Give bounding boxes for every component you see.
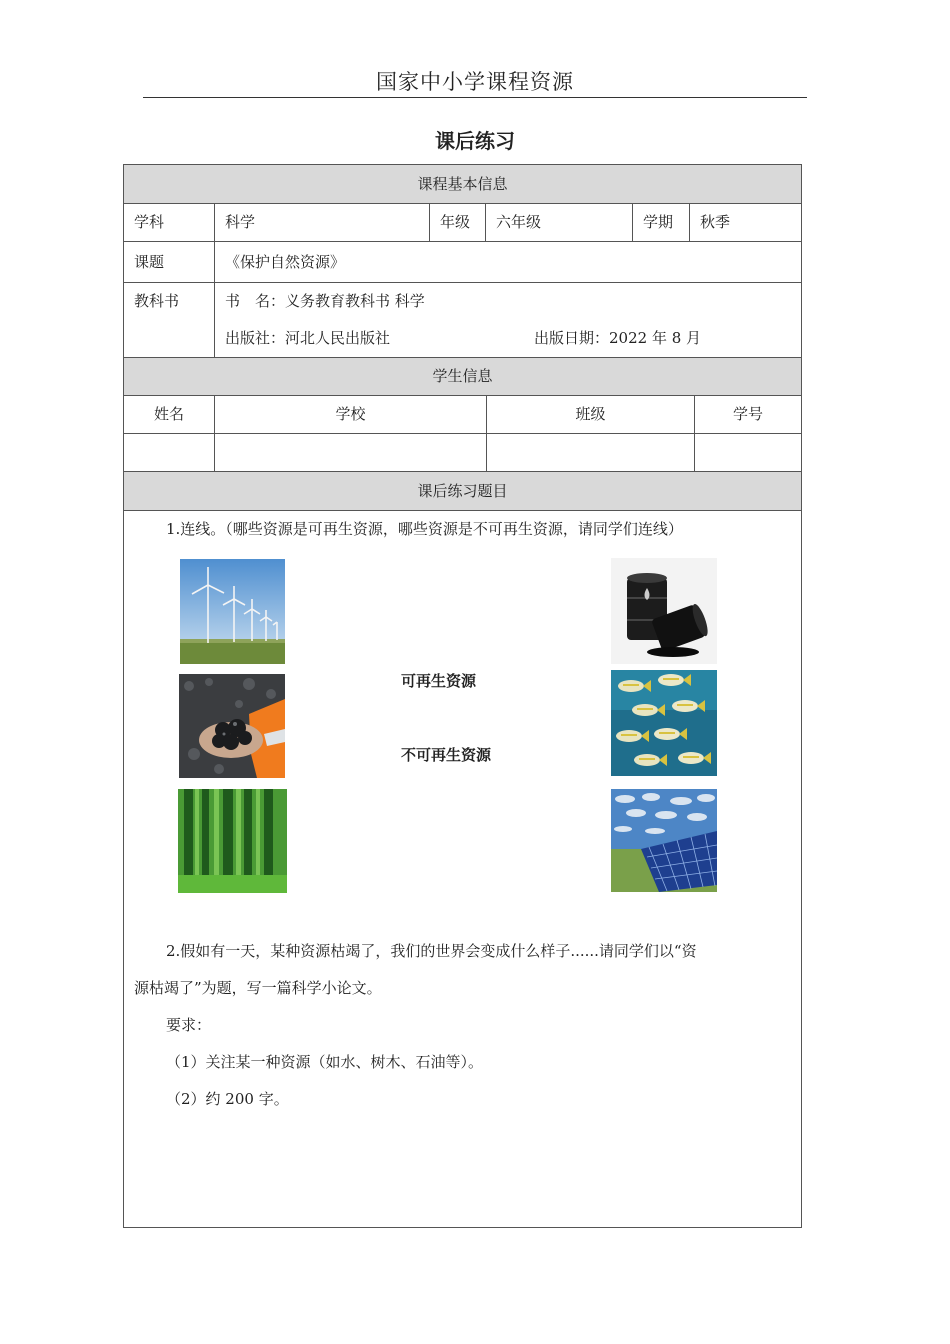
course-info-heading-text: 课程基本信息 <box>417 175 508 193</box>
header-rule <box>143 97 807 98</box>
grade-label: 年级 <box>429 204 485 241</box>
coal-in-hands-image <box>179 674 285 778</box>
textbook-label: 教科书 <box>134 292 180 310</box>
course-info-heading <box>124 165 801 204</box>
student-columns-row <box>124 396 801 434</box>
grade-value: 六年级 <box>485 204 632 241</box>
student-entry-row <box>124 434 801 472</box>
topic-value: 《保护自然资源》 <box>214 242 801 282</box>
topic-label: 课题 <box>134 253 165 271</box>
doc-title: 课后练习 <box>435 129 515 153</box>
student-info-heading-text: 学生信息 <box>432 367 493 385</box>
fish-school-image <box>611 670 717 776</box>
column-student-id: 学号 <box>694 396 801 433</box>
student-info-heading <box>124 358 801 396</box>
requirement-1: （1）关注某一种资源（如水、树木、石油等）。 <box>166 1053 484 1071</box>
exercises-heading-text: 课后练习题目 <box>417 482 508 500</box>
label-nonrenewable: 不可再生资源 <box>401 746 492 764</box>
textbook-row <box>124 283 801 358</box>
exercises-body <box>124 511 801 1227</box>
course-info-row <box>124 204 801 242</box>
term-label: 学期 <box>632 204 689 241</box>
book-name: 书 名：义务教育教科书 科学 <box>225 292 425 310</box>
question-1: 1.连线。（哪些资源是可再生资源，哪些资源是不可再生资源，请同学们连线） <box>166 520 683 538</box>
oil-barrels-image <box>611 558 717 664</box>
column-name: 姓名 <box>153 405 184 423</box>
question-2-line-1: 2.假如有一天，某种资源枯竭了，我们的世界会变成什么样子......请同学们以“资 <box>166 942 697 960</box>
student-id-entry[interactable] <box>694 434 801 471</box>
school-entry[interactable] <box>214 434 486 471</box>
forest-image <box>178 789 287 893</box>
column-class: 班级 <box>486 396 694 433</box>
class-entry[interactable] <box>486 434 694 471</box>
worksheet-table <box>123 164 802 1228</box>
subject-label: 学科 <box>134 213 165 231</box>
label-renewable: 可再生资源 <box>401 672 477 690</box>
requirements-title: 要求： <box>166 1016 212 1034</box>
term-value: 秋季 <box>689 204 801 241</box>
requirement-2: （2）约 200 字。 <box>166 1090 289 1108</box>
header-title: 国家中小学课程资源 <box>376 70 574 94</box>
solar-panels-image <box>611 789 717 892</box>
exercises-heading <box>124 472 801 511</box>
topic-row <box>124 242 801 283</box>
publish-date: 出版日期：2022 年 8 月 <box>534 329 702 347</box>
subject-value: 科学 <box>214 204 429 241</box>
column-school: 学校 <box>214 396 486 433</box>
wind-turbines-image <box>180 559 285 664</box>
publisher: 出版社：河北人民出版社 <box>225 329 391 347</box>
name-entry[interactable] <box>124 434 214 471</box>
textbook-details <box>214 283 801 357</box>
question-2-line-2: 源枯竭了”为题，写一篇科学小论文。 <box>134 979 382 997</box>
